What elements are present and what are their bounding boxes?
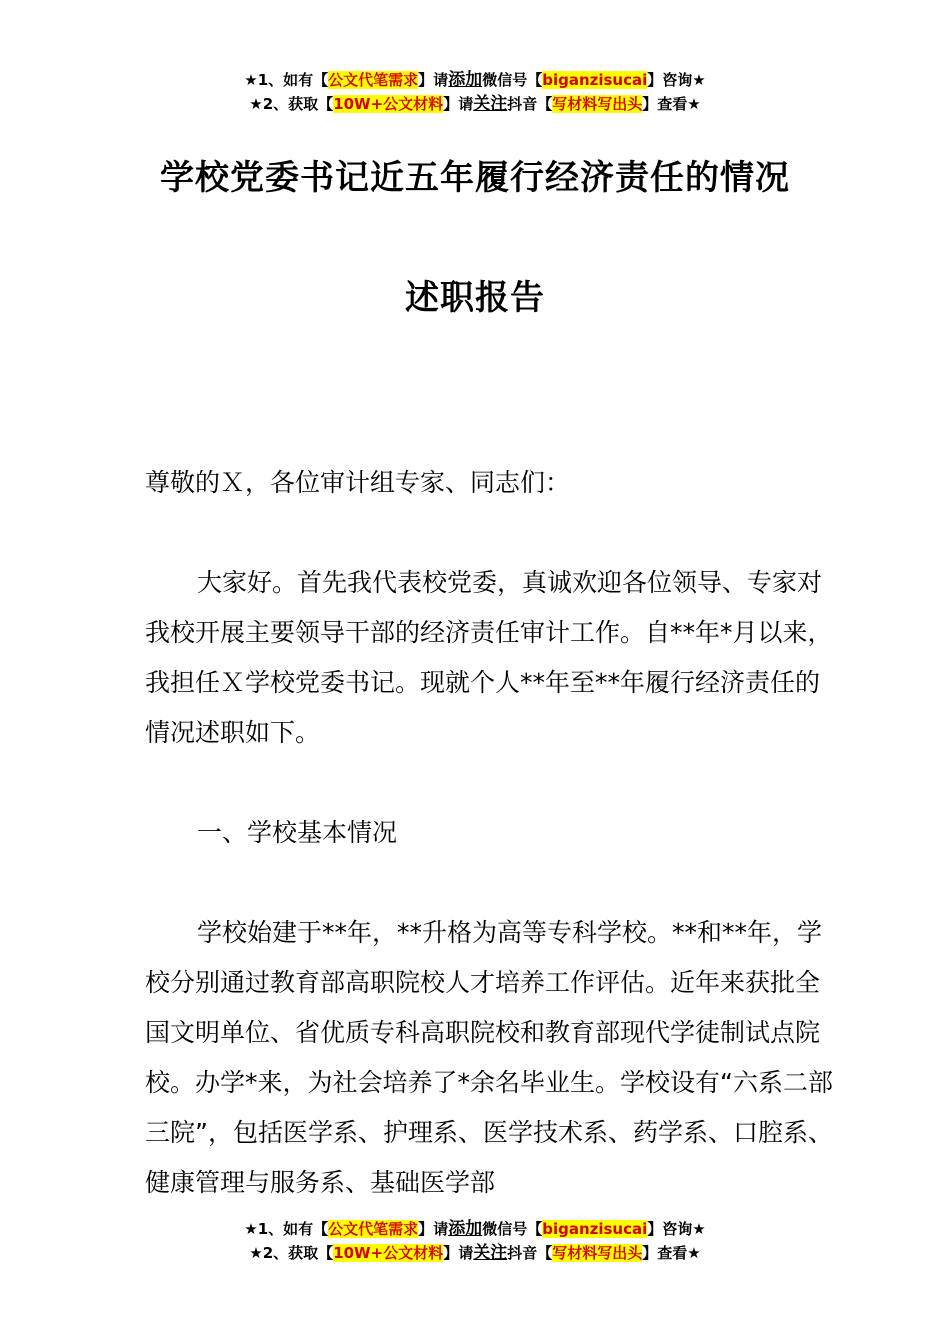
banner-text: 】请: [443, 1244, 474, 1262]
banner-highlight: 写材料写出头: [552, 95, 643, 113]
banner-text: 】查看★: [642, 1244, 701, 1262]
banner-highlight: biganzisucai: [542, 1220, 648, 1238]
banner-line-1: [0, 1217, 950, 1241]
banner-emphasis: 添加: [448, 1219, 483, 1239]
section-heading: 一、学校基本情况: [197, 818, 398, 847]
document-title-line-1: 学校党委书记近五年履行经济责任的情况: [160, 158, 790, 198]
document-body: [145, 458, 835, 1208]
banner-line-2: [0, 92, 950, 116]
paragraph-school-info: 学校始建于**年，**升格为高等专科学校。**和**年，学校分别通过教育部高职院校人才培养工作评估。近年来获批全国文明单位、省优质专科高职院校和教育部现代学徒制试点院校。办学*来，为社会培养了*余名毕业生。学校设有“六系二部三院”，包括医学系、护理系、医学技术系、药学系、口腔系、健康管理与服务系、基础医学部: [145, 918, 833, 1197]
banner-line-1: [0, 68, 950, 92]
banner-highlight: 公文代笔需求: [328, 1220, 419, 1238]
header-banner: [0, 68, 950, 116]
banner-text: ★1、如有【: [244, 1220, 329, 1238]
banner-highlight: biganzisucai: [542, 71, 648, 89]
banner-highlight: 公文代笔需求: [328, 71, 419, 89]
banner-text: 】请: [443, 95, 474, 113]
banner-text: ★1、如有【: [244, 71, 329, 89]
banner-emphasis: 添加: [448, 70, 483, 90]
banner-emphasis: 关注: [473, 1243, 508, 1263]
banner-highlight: 写材料写出头: [552, 1244, 643, 1262]
banner-line-2: [0, 1241, 950, 1265]
salutation: 尊敬的Ｘ，各位审计组专家、同志们：: [145, 468, 571, 497]
banner-text: 】查看★: [642, 95, 701, 113]
banner-text: 】咨询★: [647, 71, 706, 89]
banner-text: 微信号【: [482, 1220, 543, 1238]
banner-text: 微信号【: [482, 71, 543, 89]
banner-text: 】请: [418, 71, 449, 89]
banner-text: 】咨询★: [647, 1220, 706, 1238]
banner-text: 抖音【: [507, 95, 553, 113]
document-title-line-2: 述职报告: [405, 278, 545, 318]
paragraph-intro: 大家好。首先我代表校党委，真诚欢迎各位领导、专家对我校开展主要领导干部的经济责任审计工作。自**年*月以来，我担任Ｘ学校党委书记。现就个人**年至**年履行经济责任的情况述职如下。: [145, 568, 833, 747]
banner-text: 抖音【: [507, 1244, 553, 1262]
banner-text: ★2、获取【: [249, 95, 334, 113]
banner-highlight: 10W+公文材料: [333, 1244, 444, 1262]
banner-text: 】请: [418, 1220, 449, 1238]
banner-text: ★2、获取【: [249, 1244, 334, 1262]
footer-banner: [0, 1217, 950, 1265]
banner-highlight: 10W+公文材料: [333, 95, 444, 113]
banner-emphasis: 关注: [473, 94, 508, 114]
